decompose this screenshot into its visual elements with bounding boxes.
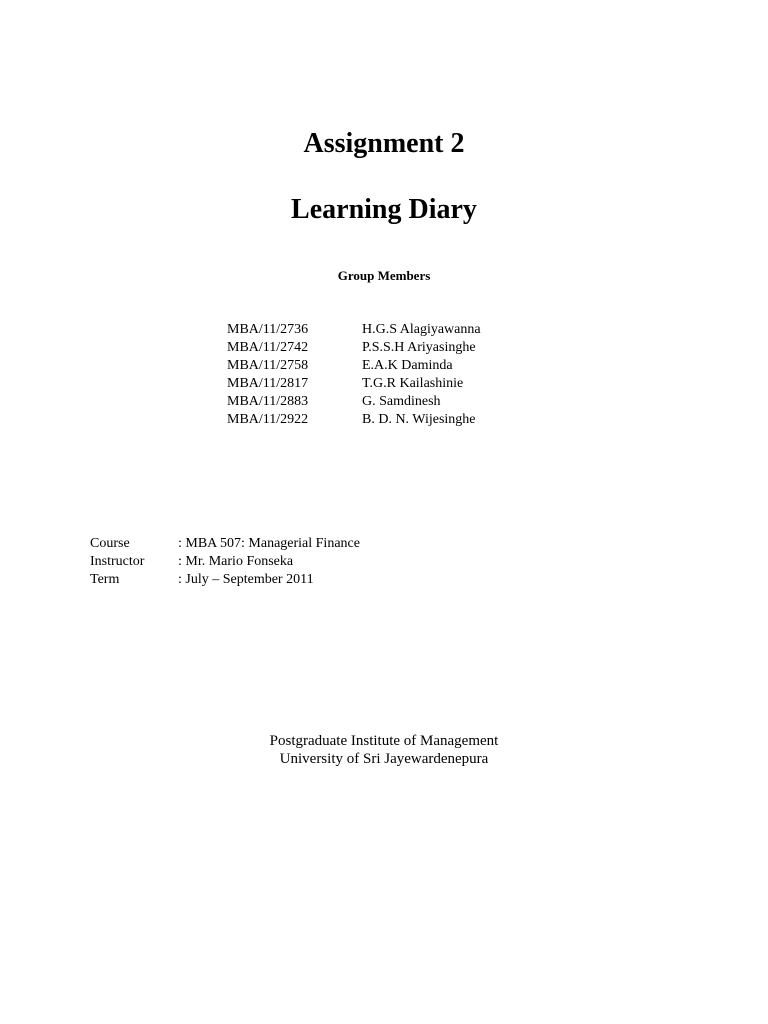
member-id: MBA/11/2742 <box>227 340 309 355</box>
university-name: University of Sri Jayewardenepura <box>279 751 489 767</box>
instructor-value: : Mr. Mario Fonseka <box>178 554 294 569</box>
course-label: Course <box>90 536 130 551</box>
member-name: G. Samdinesh <box>362 394 441 409</box>
member-name: H.G.S Alagiyawanna <box>362 322 481 337</box>
course-row <box>90 535 360 553</box>
course-info <box>90 535 360 589</box>
member-id: MBA/11/2758 <box>227 358 309 373</box>
member-id: MBA/11/2736 <box>227 322 309 337</box>
group-members-heading: Group Members <box>337 268 431 283</box>
member-row <box>227 393 481 411</box>
member-row <box>227 339 481 357</box>
term-row <box>90 571 360 589</box>
instructor-label: Instructor <box>90 554 145 569</box>
course-value: : MBA 507: Managerial Finance <box>178 536 360 551</box>
document-subtitle: Learning Diary <box>291 194 477 225</box>
term-label: Term <box>90 572 120 587</box>
institute-name: Postgraduate Institute of Management <box>269 733 499 749</box>
member-id: MBA/11/2922 <box>227 412 309 427</box>
member-name: P.S.S.H Ariyasinghe <box>362 340 476 355</box>
instructor-row <box>90 553 360 571</box>
member-id: MBA/11/2883 <box>227 394 309 409</box>
member-name: E.A.K Daminda <box>362 358 453 373</box>
member-name: B. D. N. Wijesinghe <box>362 412 476 427</box>
member-id: MBA/11/2817 <box>227 376 309 391</box>
member-row <box>227 375 481 393</box>
member-row <box>227 321 481 339</box>
term-value: : July – September 2011 <box>178 572 314 587</box>
member-name: T.G.R Kailashinie <box>362 376 464 391</box>
institute-block <box>0 732 768 768</box>
document-title: Assignment 2 <box>303 128 465 159</box>
member-row <box>227 357 481 375</box>
group-members-list <box>227 321 481 429</box>
member-row <box>227 411 481 429</box>
